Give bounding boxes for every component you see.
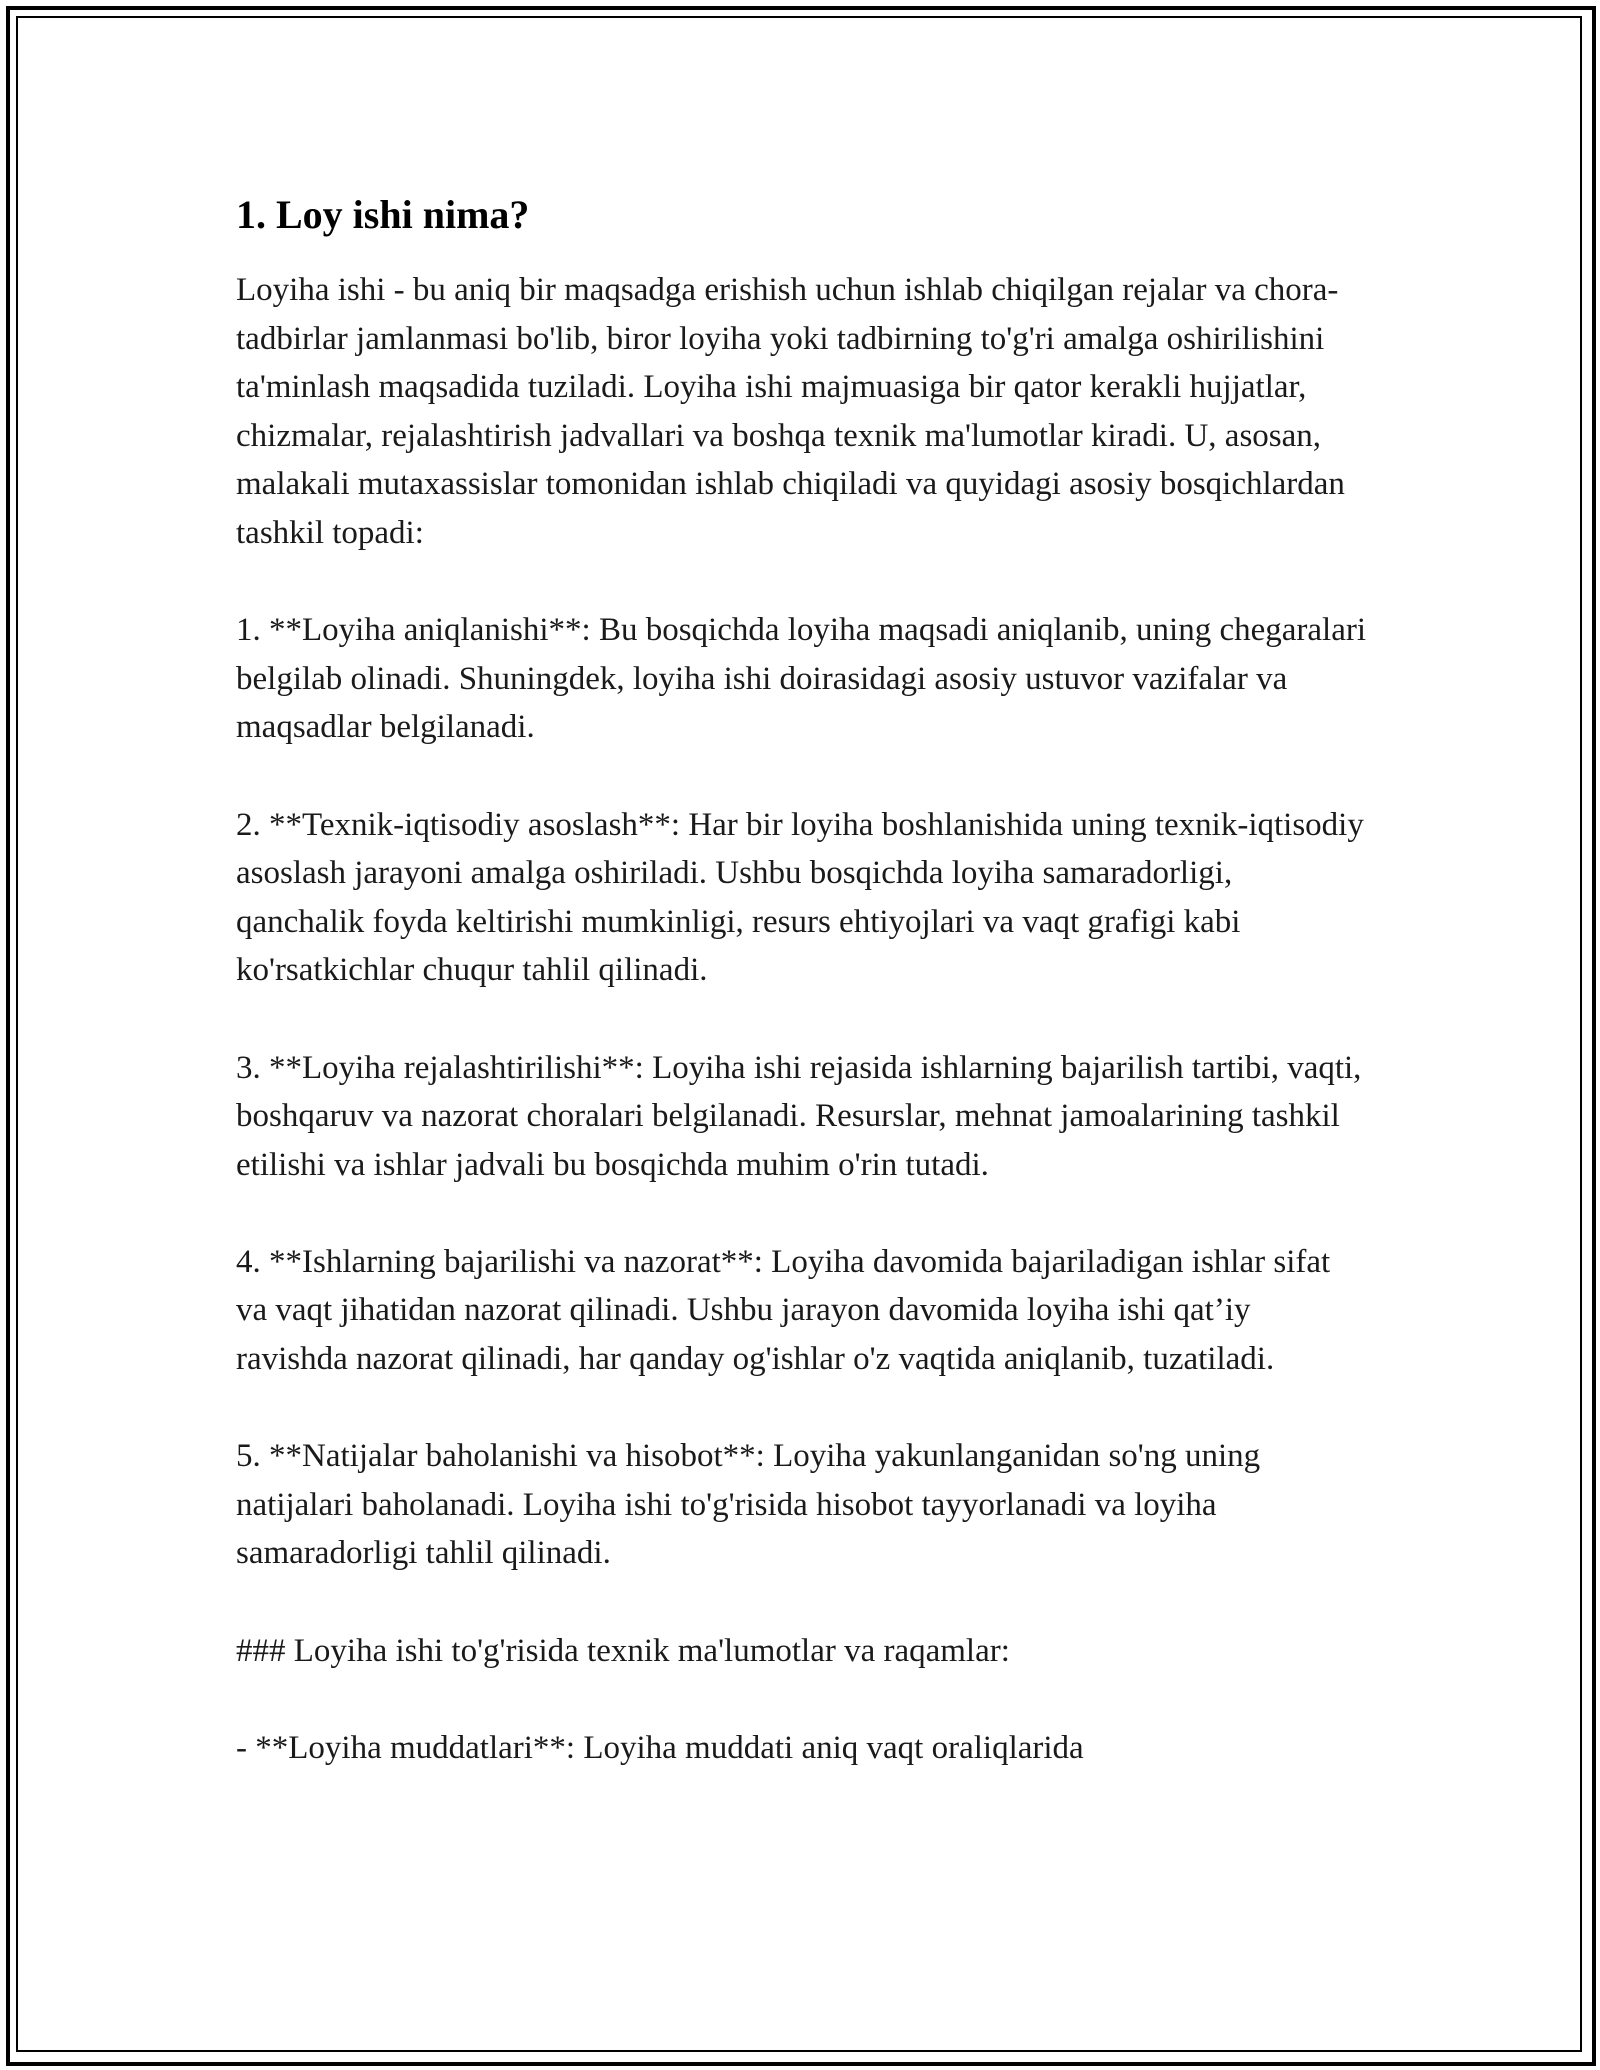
step-2-paragraph: 2. **Texnik-iqtisodiy asoslash**: Har bir loyiha boshlanishida uning texnik-iqtisodiy asoslash jarayoni amalga oshiriladi. Ushbu bosqichda loyiha samaradorligi, qanchalik foyda keltirishi mumkinligi, resurs ehtiyojlari va vaqt grafigi kabi ko'rsatkichlar chuqur tahlil qilinadi.	[236, 806, 1364, 989]
step-5-paragraph: 5. **Natijalar baholanishi va hisobot**: Loyiha yakunlanganidan so'ng uning natijalari baholanadi. Loyiha ishi to'g'risida hisobot tayyorlanadi va loyiha samaradorligi tahlil qilinadi.	[236, 1438, 1261, 1572]
subheading-paragraph: ### Loyiha ishi to'g'risida texnik ma'lumotlar va raqamlar:	[236, 1632, 1010, 1669]
step-4-paragraph: 4. **Ishlarning bajarilishi va nazorat**: Loyiha davomida bajariladigan ishlar sifat va vaqt jihatidan nazorat qilinadi. Ushbu jarayon davomida loyiha ishi qat’iy ravishda nazorat qilinadi, har qanday og'ishlar o'z vaqtida aniqlanib, tuzatiladi.	[236, 1243, 1331, 1378]
document-body	[236, 186, 1366, 1821]
step-3-paragraph: 3. **Loyiha rejalashtirilishi**: Loyiha ishi rejasida ishlarning bajarilish tartibi, vaqti, boshqaruv va nazorat choralari belgilanadi. Resurslar, mehnat jamoalarining tashkil etilishi va ishlar jadvali bu bosqichda muhim o'rin tutadi.	[236, 1049, 1362, 1183]
step-1-paragraph: 1. **Loyiha aniqlanishi**: Bu bosqichda loyiha maqsadi aniqlanib, uning chegaralari belgilab olinadi. Shuningdek, loyiha ishi doirasidagi asosiy ustuvor vazifalar va maqsadlar belgilanadi.	[236, 612, 1366, 746]
bullet-paragraph: - **Loyiha muddatlari**: Loyiha muddati aniq vaqt oraliqlarida	[236, 1729, 1084, 1766]
document-heading: 1. Loy ishi nima?	[236, 192, 530, 237]
intro-paragraph: Loyiha ishi - bu aniq bir maqsadga erishish uchun ishlab chiqilgan rejalar va chora-tadbirlar jamlanmasi bo'lib, biror loyiha yoki tadbirning to'g'ri amalga oshirilishini ta'minlash maqsadida tuziladi. Loyiha ishi majmuasiga bir qator kerakli hujjatlar, chizmalar, rejalashtirish jadvallari va boshqa texnik ma'lumotlar kiradi. U, asosan, malakali mutaxassislar tomonidan ishlab chiqiladi va quyidagi asosiy bosqichlardan tashkil topadi:	[236, 272, 1345, 551]
